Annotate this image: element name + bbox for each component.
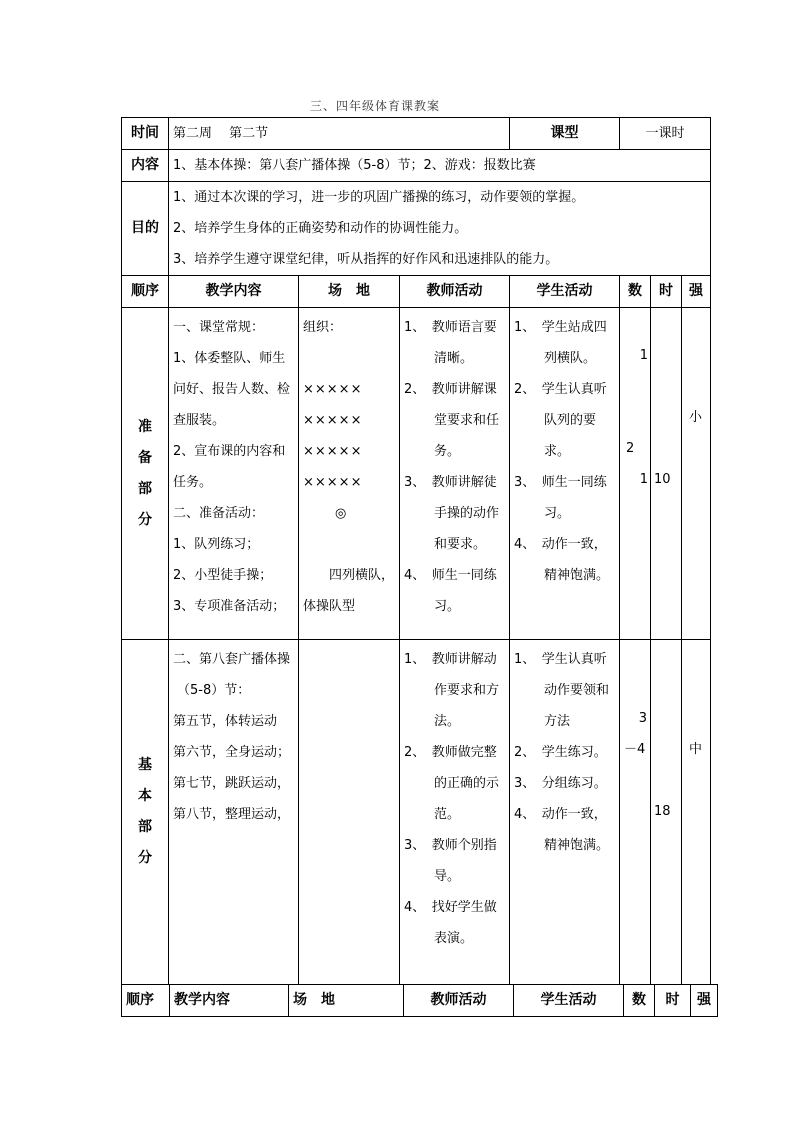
teacher-activity-item: 4、 找好学生做表演。	[404, 900, 497, 946]
teacher-activity-item: 1、 教师语言要清晰。	[404, 320, 497, 366]
col-student: 学生活动	[510, 276, 620, 308]
prep-count	[620, 308, 651, 640]
basic-content-line: 第六节，全身运动；	[173, 745, 291, 760]
teacher-activity-item: 2、 教师讲解课堂要求和任务。	[404, 382, 500, 459]
prep-venue	[299, 308, 400, 640]
formation-row: ×××××	[303, 444, 363, 459]
student-activity-item: 3、 师生一同练习。	[514, 475, 607, 521]
prep-content-line: 查服装。	[173, 413, 226, 428]
basic-section-label: 基 本 部 分	[122, 640, 169, 985]
student-activity-item: 4、 动作一致，精神饱满。	[514, 537, 610, 583]
basic-content	[169, 640, 299, 985]
basic-content-line: （5-8）节：	[177, 683, 251, 698]
teacher-activity-item: 3、 教师个别指导。	[404, 838, 497, 884]
teacher-activity-item: 2、 教师做完整的正确的示范。	[404, 745, 500, 822]
student-activity-item: 2、 学生练习。	[514, 745, 607, 760]
content-row	[122, 150, 711, 182]
column-header-row	[122, 276, 711, 308]
prep-content-line: 一、课堂常规：	[173, 320, 265, 335]
prep-content-line: 1、队列练习；	[173, 537, 260, 552]
formation-type: 体操队型	[303, 599, 356, 614]
prep-time	[651, 308, 682, 640]
col-intensity: 强	[682, 276, 711, 308]
footer-col-student: 学生活动	[514, 985, 624, 1017]
type-value: 一课时	[620, 118, 711, 150]
basic-content-line: 第八节，整理运动，	[173, 807, 291, 822]
formation-row: ×××××	[303, 413, 363, 428]
basic-time	[651, 640, 682, 985]
basic-student-activity	[510, 640, 620, 985]
col-count: 数	[620, 276, 651, 308]
footer-col-venue: 场 地	[289, 985, 404, 1017]
footer-col-teacher: 教师活动	[404, 985, 514, 1017]
prep-student-activity	[510, 308, 620, 640]
prep-intensity-value: 小	[689, 410, 703, 425]
lesson-plan-table	[121, 117, 711, 985]
formation-row: ×××××	[303, 382, 363, 397]
prep-count-a: 1	[639, 348, 649, 363]
basic-time-value: 18	[654, 804, 671, 819]
formation-label: 四列横队，	[329, 568, 395, 583]
prep-content-line: 任务。	[173, 475, 213, 490]
footer-col-count: 数	[624, 985, 655, 1017]
footer-column-header-row	[122, 985, 718, 1017]
basic-content-line: 第五节，体转运动	[173, 714, 278, 729]
prep-count-c: 1	[639, 472, 649, 487]
teacher-activity-item: 1、 教师讲解动作要求和方法。	[404, 652, 500, 729]
col-venue: 场 地	[299, 276, 400, 308]
student-activity-item: 1、 学生站成四列横队。	[514, 320, 607, 366]
col-teacher: 教师活动	[400, 276, 510, 308]
goal-label: 目的	[122, 182, 169, 276]
prep-content-line: 1、体委整队、师生	[173, 351, 286, 366]
prep-content-line: 二、准备活动：	[173, 506, 265, 521]
prep-content	[169, 308, 299, 640]
time-row	[122, 118, 711, 150]
prep-time-value: 10	[654, 472, 671, 487]
type-label: 课型	[510, 118, 620, 150]
col-time: 时	[651, 276, 682, 308]
col-content: 教学内容	[169, 276, 299, 308]
basic-count-a: 3	[638, 711, 648, 726]
basic-intensity	[682, 640, 711, 985]
basic-venue	[299, 640, 400, 985]
goal-row	[122, 182, 711, 276]
document-title: 三、四年级体育课教案	[310, 99, 441, 113]
basic-count-b: －4	[624, 742, 646, 757]
prep-content-line: 2、宣布课的内容和	[173, 444, 286, 459]
time-value: 第二周 第二节	[169, 118, 510, 150]
prep-intensity	[682, 308, 711, 640]
prep-content-line: 3、专项准备活动；	[173, 599, 286, 614]
prep-count-b: 2	[626, 441, 635, 456]
basic-teacher-activity	[400, 640, 510, 985]
content-label: 内容	[122, 150, 169, 182]
venue-org-label: 组织：	[303, 320, 343, 335]
goal-3: 3、培养学生遵守课堂纪律，听从指挥的好作风和迅速排队的能力。	[173, 252, 559, 267]
basic-content-line: 二、第八套广播体操	[173, 652, 291, 667]
basic-section-row	[122, 640, 711, 985]
prep-teacher-activity	[400, 308, 510, 640]
prep-section-label: 准 备 部 分	[122, 308, 169, 640]
formation-row: ×××××	[303, 475, 363, 490]
footer-header-table	[121, 984, 718, 1017]
student-activity-item: 3、 分组练习。	[514, 776, 607, 791]
content-value: 1、基本体操：第八套广播体操（5-8）节；2、游戏：报数比赛	[169, 150, 711, 182]
footer-col-time: 时	[655, 985, 691, 1017]
prep-content-line: 问好、报告人数、检	[173, 382, 291, 397]
teacher-position-icon: ◎	[335, 506, 347, 521]
teacher-activity-item: 4、 师生一同练习。	[404, 568, 497, 614]
basic-intensity-value: 中	[689, 742, 703, 757]
goal-1: 1、通过本次课的学习，进一步的巩固广播操的练习，动作要领的掌握。	[173, 190, 585, 205]
footer-col-order: 顺序	[122, 985, 170, 1017]
prep-section-row	[122, 308, 711, 640]
footer-col-content: 教学内容	[170, 985, 289, 1017]
footer-col-intensity: 强	[691, 985, 718, 1017]
prep-content-line: 2、小型徒手操；	[173, 568, 273, 583]
basic-count	[620, 640, 651, 985]
col-order: 顺序	[122, 276, 169, 308]
teacher-activity-item: 3、 教师讲解徒手操的动作和要求。	[404, 475, 500, 552]
goal-2: 2、培养学生身体的正确姿势和动作的协调性能力。	[173, 221, 468, 236]
student-activity-item: 2、 学生认真听队列的要求。	[514, 382, 607, 459]
student-activity-item: 4、 动作一致，精神饱满。	[514, 807, 610, 853]
student-activity-item: 1、 学生认真听动作要领和方法	[514, 652, 610, 729]
basic-content-line: 第七节，跳跃运动，	[173, 776, 291, 791]
time-label: 时间	[122, 118, 169, 150]
